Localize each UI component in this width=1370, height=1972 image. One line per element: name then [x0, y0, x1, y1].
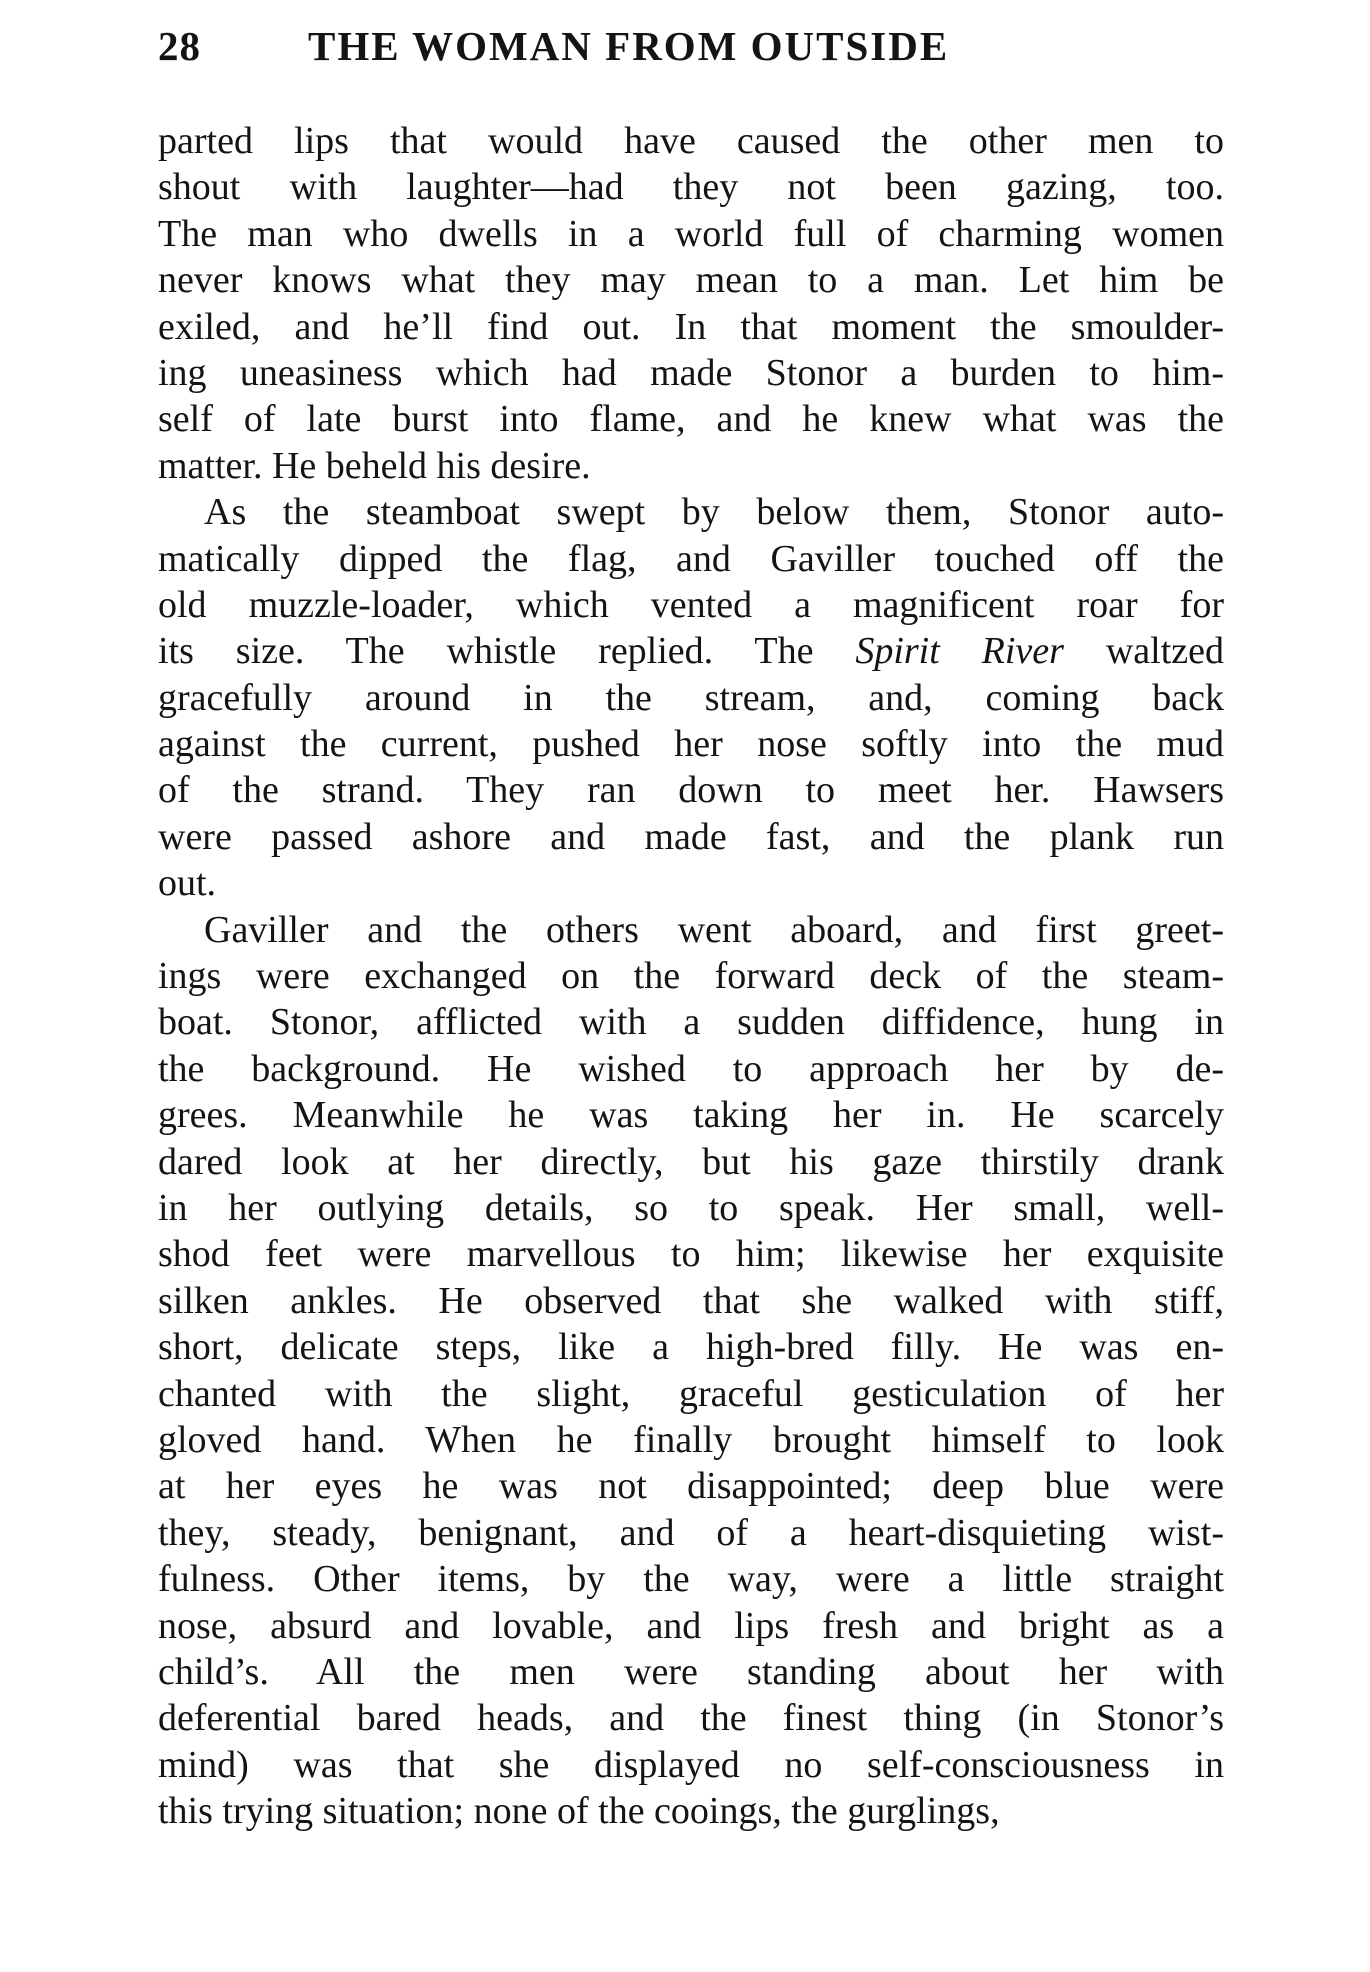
text-line: ings were exchanged on the forward deck of the steam- — [158, 955, 1224, 998]
text-line: shod feet were marvellous to him; likewise her exquisite — [158, 1233, 1224, 1276]
text-line: of the strand. They ran down to meet her. Hawsers — [158, 769, 1224, 812]
text-line: chanted with the slight, graceful gesticulation of her — [158, 1372, 1224, 1415]
text-line: at her eyes he was not disappointed; deep blue were — [158, 1465, 1224, 1508]
running-head: THE WOMAN FROM OUTSIDE — [308, 23, 950, 69]
text-line: its size. The whistle replied. The Spirit River waltzed — [158, 630, 1224, 673]
text-line: deferential bared heads, and the finest thing (in Stonor’s — [158, 1697, 1224, 1740]
text-line: child’s. All the men were standing about her with — [158, 1650, 1224, 1693]
text-line: grees. Meanwhile he was taking her in. He scarcely — [158, 1094, 1224, 1137]
page-header — [158, 22, 1224, 82]
ship-name: Spirit River — [855, 630, 1064, 673]
text-line: gracefully around in the stream, and, coming back — [158, 676, 1224, 719]
text-line: As the steamboat swept by below them, Stonor auto- — [204, 491, 1224, 534]
text-line: they, steady, benignant, and of a heart-disquieting wist- — [158, 1511, 1224, 1554]
body-text — [158, 118, 1224, 1834]
text-line: self of late burst into flame, and he knew what was the — [158, 398, 1224, 441]
paragraph — [158, 907, 1224, 1835]
text-line: ing uneasiness which had made Stonor a burden to him- — [158, 351, 1224, 394]
text-line: shout with laughter—had they not been gazing, too. — [158, 166, 1224, 209]
text-line: mind) was that she displayed no self-consciousness in — [158, 1743, 1224, 1786]
text-line: never knows what they may mean to a man. Let him be — [158, 259, 1224, 302]
text-line: fulness. Other items, by the way, were a little straight — [158, 1558, 1224, 1601]
text-line: boat. Stonor, afflicted with a sudden diffidence, hung in — [158, 1001, 1224, 1044]
text-line: dared look at her directly, but his gaze thirstily drank — [158, 1140, 1224, 1183]
text-line: matter. He beheld his desire. — [158, 444, 591, 487]
text-line: in her outlying details, so to speak. Her small, well- — [158, 1186, 1224, 1229]
text-line: matically dipped the flag, and Gaviller touched off the — [158, 537, 1224, 580]
text-line: gloved hand. When he finally brought himself to look — [158, 1418, 1224, 1461]
text-line: exiled, and he’ll find out. In that moment the smoulder- — [158, 305, 1224, 348]
text-line: The man who dwells in a world full of charming women — [158, 212, 1224, 255]
text-line: short, delicate steps, like a high-bred filly. He was en- — [158, 1326, 1224, 1369]
page-number: 28 — [158, 23, 201, 69]
text-line: Gaviller and the others went aboard, and first greet- — [204, 908, 1224, 951]
paragraph — [158, 118, 1224, 489]
paragraph — [158, 489, 1224, 907]
text-line: this trying situation; none of the cooings, the gurglings, — [158, 1790, 1000, 1833]
text-line: out. — [158, 862, 217, 905]
text-line: against the current, pushed her nose softly into the mud — [158, 723, 1224, 766]
text-line: old muzzle-loader, which vented a magnificent roar for — [158, 583, 1224, 626]
text-line: silken ankles. He observed that she walked with stiff, — [158, 1279, 1224, 1322]
text-line: were passed ashore and made fast, and the plank run — [158, 815, 1224, 858]
text-line: the background. He wished to approach her by de- — [158, 1047, 1224, 1090]
text-line: nose, absurd and lovable, and lips fresh and bright as a — [158, 1604, 1224, 1647]
text-line: parted lips that would have caused the other men to — [158, 120, 1224, 162]
